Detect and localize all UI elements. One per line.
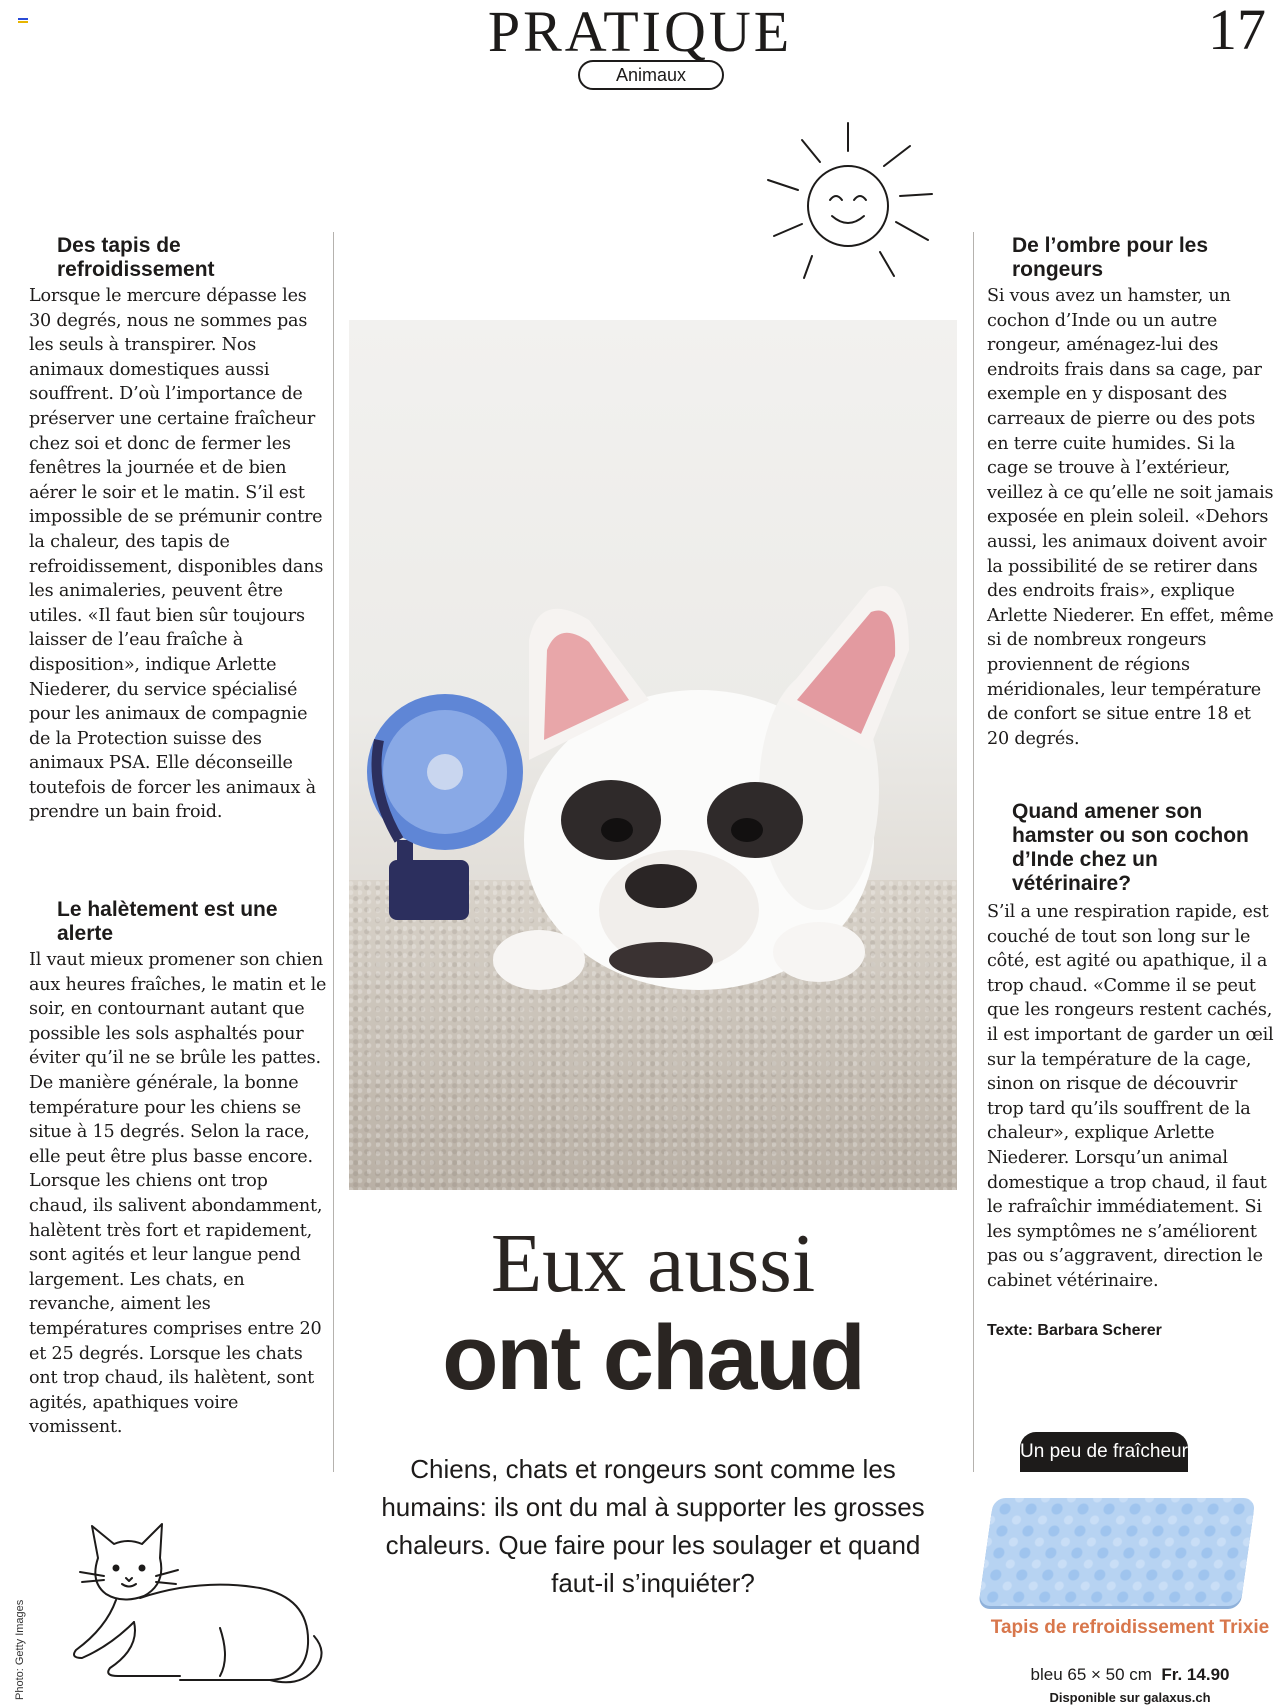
left-body-1: Lorsque le mercure dépasse les 30 degrés, nous ne sommes pas les seuls à transpirer. Nos animaux domestiques aussi souffrent. D’où l’importance de préserver une certaine fraîcheur chez soi et donc de fermer les fenêtres la journée et de bien aérer le soir et le matin. S’il est impossible de se prémunir contre la chaleur, des tapis de refroidissement, disponibles dans les animaleries, peuvent être utiles. «Il faut bien sûr toujours laisser de l’eau fraîche à disposition», indique Arlette Niederer, du service spécialisé pour les animaux de compagnie de la Protection suisse des animaux PSA. Elle déconseille toutefois de forcer les animaux à prendre un bain froid. bbox=[29, 286, 324, 823]
right-body-2: S’il a une respiration rapide, est couché de tout son long sur le côté, est agité ou apathique, il a trop chaud. «Comme il se peut que les rongeurs restent cachés, il est important de garder un œil sur la température de la cage, sinon on risque de découvrir trop tard qu’ils souffrent de la chaleur», explique Arlette Niederer. Lorsqu’un animal domestique a trop chaud, il faut le rafraîchir immédiatement. Si les symptômes ne s’améliorent pas ou s’aggravent, direction le cabinet vétérinaire. bbox=[987, 902, 1274, 1291]
right-heading-1: De l’ombre pour les rongeurs bbox=[1012, 234, 1209, 281]
product-name: Tapis de refroidissement Trixie bbox=[990, 1617, 1270, 1638]
cooling-mat-image bbox=[978, 1498, 1255, 1606]
sun-doodle-icon bbox=[760, 118, 940, 293]
photo-credit: Photo: Getty Images bbox=[14, 1599, 26, 1700]
right-body-1: Si vous avez un hamster, un cochon d’Inde ou un autre rongeur, aménagez-lui des endroits frais dans sa cage, par exemple en y disposant des carreaux de pierre ou des pots en terre cuite humides. Si la cage se trouve à l’extérieur, veillez à ce qu’elle ne soit jamais exposée en plein soleil. «Dehors aussi, les animaux doivent avoir la possibilité de se retirer dans des endroits frais», explique Arlette Niederer. En effet, même si de nombreux rongeurs proviennent de régions méridionales, leur température de confort se situe entre 18 et 20 degrés. bbox=[987, 286, 1274, 749]
author-credit: Texte: Barbara Scherer bbox=[987, 1322, 1162, 1339]
product-price: Fr. 14.90 bbox=[1161, 1665, 1230, 1684]
right-heading-2: Quand amener son hamster ou son cochon d’Inde chez un vétérinaire? bbox=[1012, 800, 1249, 895]
lead-paragraph: Chiens, chats et rongeurs sont comme les humains: ils ont du mal à supporter les grosses chaleurs. Que faire pour les soulager et quand faut-il s’inquiéter? bbox=[381, 1454, 925, 1598]
cat-doodle-icon bbox=[70, 1518, 330, 1698]
page-number: 17 bbox=[1208, 0, 1266, 62]
left-heading-1: Des tapis de refroidissement bbox=[57, 234, 215, 281]
headline-line-1: Eux aussi bbox=[490, 1217, 816, 1310]
product-availability: Disponible sur galaxus.ch bbox=[1049, 1690, 1211, 1705]
product-price-line bbox=[986, 1665, 1274, 1685]
column-rule-right bbox=[973, 232, 974, 1472]
left-body-2: Il vaut mieux promener son chien aux heures fraîches, le matin et le soir, en contournant autant que possible les sols asphaltés pour éviter qu’il ne se brûle les pattes. De manière générale, la bonne température pour les chiens se situe à 15 degrés. Selon la race, elle peut être plus basse encore. Lorsque les chiens ont trop chaud, ils salivent abondamment, halètent très fort et rapidement, sont agités et leur langue pend largement. Les chats, en revanche, aiment les températures comprises entre 20 et 25 degrés. Lorsque les chats ont trop chaud, ils halètent, sont agités, apathiques voire vomissent. bbox=[29, 950, 327, 1438]
column-rule-left bbox=[333, 232, 334, 1472]
section-title: PRATIQUE bbox=[487, 0, 793, 64]
product-box-tab: Un peu de fraîcheur bbox=[1020, 1432, 1188, 1472]
product-specs: bleu 65 × 50 cm bbox=[1030, 1665, 1152, 1684]
dog-and-fan-illustration bbox=[349, 320, 957, 1190]
dog-photo bbox=[349, 320, 957, 1190]
left-heading-2: Le halètement est une alerte bbox=[57, 898, 278, 945]
rubric-badge: Animaux bbox=[578, 60, 724, 90]
headline-line-2: ont chaud bbox=[442, 1307, 864, 1409]
